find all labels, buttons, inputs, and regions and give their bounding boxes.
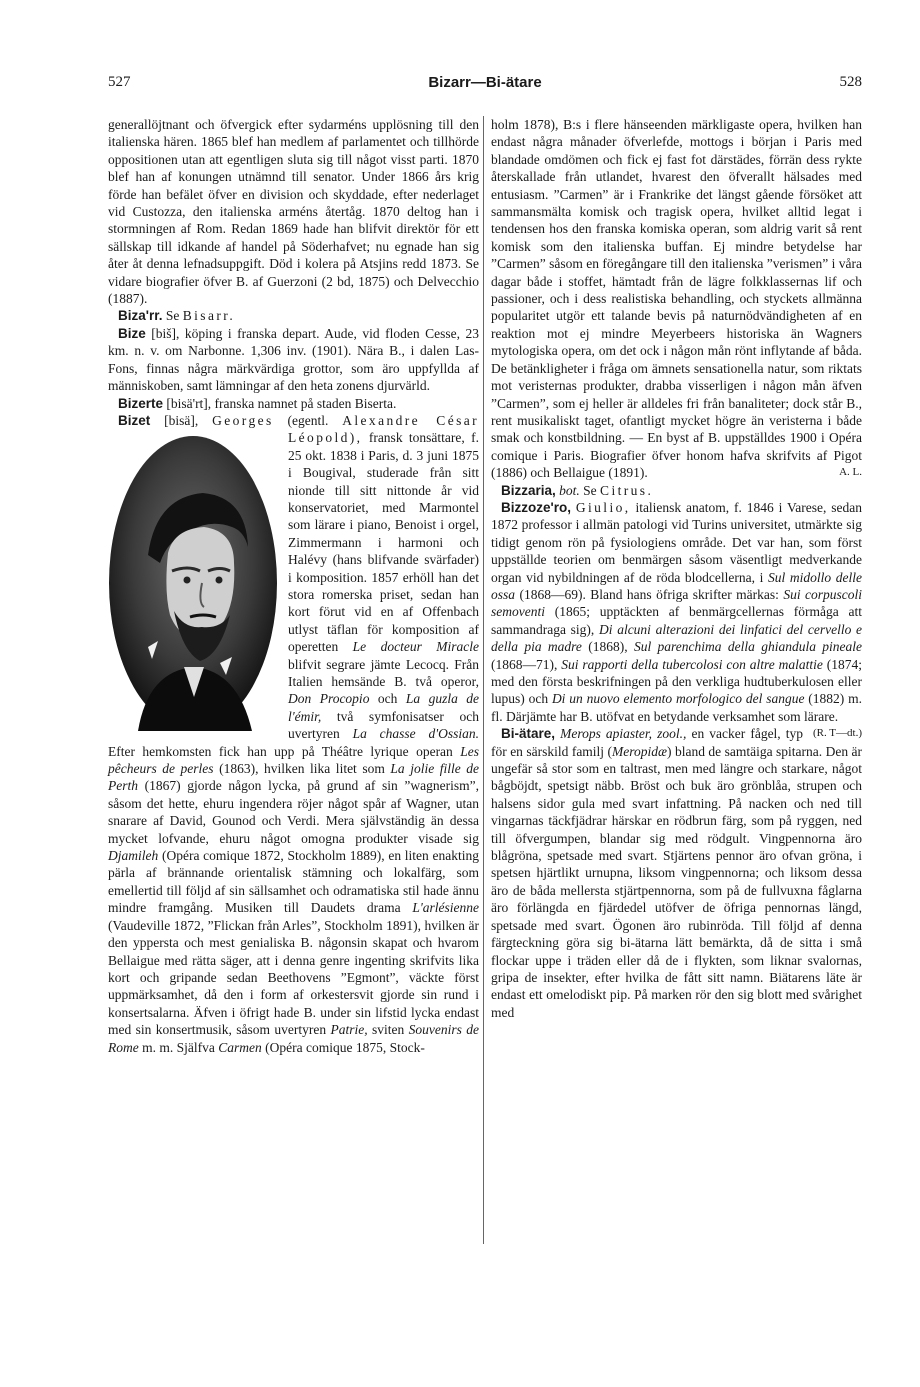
work-title: Carmen bbox=[218, 1039, 262, 1055]
entry-text: holm 1878), B:s i flere hänseenden märkligaste opera, hvilken han endast några månader öfverlefde, mottogs i början i Paris med blandade omdömen och fick ej fast fot därstädes, förrän dess rykte återskallade från utlandet, hvarest den öfverallt hälsades med entusiasm. ”Carmen” är i Frankrike det längst gående försöket att sammansmälta komisk och tragisk opera, hvilket alltid legat i tendensen hos den franska komiska operan, som aldrig varit så rent komisk som den italienska buffan. Ej mindre betydelse har ”Carmen” såsom en föregångare till den italienska ”verismen” i våra dagar både i stoffet, hämtadt från de lägre folkklassernas lif och passioner, och i dess realistiska behandling, och styckets allmänna popularitet utgör ett talande bevis på naturnödvändigheten af en reaktion mot ej mindre Meyerbeers historiska än Wagners mytologiska opera, om det ock i någon mån rönt inflytande af båda. De betänkligheter i fråga om ämnets sensationella natur, som riktats mot veristernas produkter, drabba visserligen i någon mån äfven ”Carmen”, som ej heller är alldeles fri från banaliteter; dock står B., rent musikaliskt taget, ofantligt mycket högre än veristerna i både smak och konstbildning. — En byst af B. uppställdes 1900 i Opéra comique i Paris. Biografier öfver honom hafva skrifvits af Pigot (1886) och Bellaigue (1891). bbox=[491, 117, 862, 481]
work-title: Le docteur Miracle bbox=[352, 639, 479, 655]
work-title: Les pêcheurs de perles bbox=[108, 743, 480, 777]
headword-bizerte: Bizerte bbox=[118, 395, 164, 411]
headword-bize: Bize bbox=[118, 325, 146, 341]
entry-text: (1882) m. fl. Därjämte har B. utöfvat en betydande verksamhet som lärare. bbox=[491, 691, 862, 724]
work-title: Djamileh bbox=[108, 848, 159, 864]
work-title: Sul parenchima della ghiandula pineale bbox=[633, 639, 863, 655]
family-name: Meropidæ bbox=[612, 743, 668, 759]
cross-reference: Citrus. bbox=[600, 482, 654, 498]
work-title: L'arlésienne bbox=[412, 900, 480, 916]
entry-text: fransk tonsättare, f. 25 okt. 1838 i Paris, d. 3 juni 1875 i Bougival, studerade från sitt nionde till sitt nittonde år vid konservatoriet, med Marmontel som lärare i piano, Benoist i orgel, Zimmermann i harmoni och Halévy (hans blifvande svärfader) i komposition. 1857 erhöll han det stora romerska priset, sedan han kort förut vid en af Offenbach utlyst täflan för komposition af operetten bbox=[288, 430, 479, 655]
pronunciation: [bisä], bbox=[164, 412, 199, 428]
entry-text: (1868—71), bbox=[491, 656, 558, 672]
page-header bbox=[108, 74, 862, 94]
entry-bizerte bbox=[108, 395, 479, 412]
work-title: Di alcuni alterazioni dei linfatici del cervello e della pia madre bbox=[491, 621, 863, 655]
headword-bizet: Bizet bbox=[118, 412, 151, 428]
entry-bi-atare bbox=[491, 725, 862, 1021]
portrait-image bbox=[108, 435, 278, 731]
entry-text: en vacker fågel, typ för en särskild familj ( bbox=[491, 726, 804, 759]
page-number-left: 527 bbox=[108, 74, 131, 90]
entry-text: ) bland de samtäiga spitarna. Den är ungefär så stor som en taltrast, men med längre och starkare, något bågböjdt, spetsigt näbb. Bröst och buk äro grönblåa, strupen och halsens sidor gula med svart infattning. På nacken och ned till vingarnas täckfjädrar härskar en rödbrun färg, som på ryggen, ned till öfvergumpen, blandar sig med rödgult. Vingpennorna äro blågröna, spetsade med svart. Stjärtens pennor äro ofvan gröna, i spetsen hjärtlikt urnupna, liksom vingpennorna; och liksom dessa äro de båda mellersta stjärtpennorna, som på de fullvuxna fåglarna äro förlängda en fjärdedel utöfver de öfriga pennornas längd, spetsade med svart. Ögonen äro rubinröda. Till följd af denna färgteckning göra sig bi-ätarna lätt bemärkta, då de sitta i små flockar uppe i träden eller då de i flykten, som liknar svalornas, gripa de insekter, efter hvilka de fått sitt namn. Biätarens läte är endast ett omelodiskt pip. På marken rör den sig blott med svårighet med bbox=[491, 743, 862, 1020]
cross-reference: Bisarr. bbox=[182, 308, 236, 324]
work-title: Sul midollo delle ossa bbox=[491, 569, 862, 602]
entry-bizarr bbox=[108, 307, 479, 324]
entry-text: (1868—69). Bland hans öfriga skrifter märkas: bbox=[519, 586, 779, 602]
species-name: Merops apiaster, zool., bbox=[560, 726, 687, 742]
work-title: La guzla de l'émir, bbox=[288, 691, 480, 724]
entry-text: [biš], köping i franska depart. Aude, vid floden Cesse, 23 km. n. v. om Narbonne. 1,306 inv. (1901). Nära B., i dalen Las-Fons, finnas några märkvärdiga grottor, som äro uppfyllda af människoben, samt lämningar af den heta zonens djurvärld. bbox=[108, 325, 480, 394]
entry-text: (egentl. bbox=[287, 412, 329, 428]
author-signature: (R. T—dt.) bbox=[813, 727, 862, 740]
entry-text: [bisä'rt], franska namnet på staden Biserta. bbox=[166, 395, 397, 411]
given-name: Giulio, bbox=[575, 499, 631, 515]
entry-text: (1863), hvilken lika litet som bbox=[219, 761, 385, 777]
page-number-right: 528 bbox=[839, 74, 862, 90]
headword-bizarr: Biza'rr. bbox=[118, 308, 163, 324]
entry-text: två symfonisatser och uvertyren bbox=[288, 708, 479, 742]
entry-text: (1867) gjorde någon lycka, på grund af sin ”wagnerism”, såsom det hette, ehuru ingendera röjer något spår af Wagner, utan snarare af David, Gounod och Verdi. Mera självständig än dessa mycket lofvande, ehuru något omogna produkter visade sig bbox=[108, 778, 480, 846]
entry-text: m. m. Själfva bbox=[142, 1039, 215, 1055]
subject-label: bot. bbox=[559, 482, 580, 498]
work-title: Sui corpuscoli semoventi bbox=[491, 586, 863, 620]
work-title: Souvenirs de Rome bbox=[108, 1022, 480, 1055]
see-label: Se bbox=[165, 308, 180, 324]
author-signature: A. L. bbox=[839, 466, 862, 479]
headword-bizzaria: Bizzaria, bbox=[501, 482, 556, 498]
running-title: Bizarr—Bi-ätare bbox=[428, 74, 542, 91]
work-title: Sui rapporti della tubercolosi con altre malattie bbox=[561, 656, 823, 672]
entry-bize bbox=[108, 325, 479, 395]
bizet-portrait-icon bbox=[108, 435, 278, 731]
work-title: Di un nuovo elemento morfologico del sangue bbox=[551, 691, 805, 707]
entry-continuation: generallöjtnant och öfvergick efter sydarméns upplösning till den italienska hären. 1865 blef han medlem af parlamentet och tillhörde oppositionen utan att egentligen sluta sig till något visst parti. 1870 blef han af konungen utnämnd till senator. Under 1866 års krig förde han befälet öfver en division och skyddade, efter nederlaget vid Custozza, den italienska arméns återtåg. 1870 deltog han i stormningen af Rom. Redan 1869 hade han blifvit direktör för ett sällskap till idkande af handel på Söderhafvet; nu egnade han sig åter åt denna lefnadsuppgift. Död i kolera på Atsjins redd 1873. Se vidare biografier öfver B. af Guerzoni (2 bd, 1875) och Delvecchio (1887). bbox=[108, 117, 479, 307]
entry-text: (Vaudeville 1872, ”Flickan från Arles”, Stockholm 1891), hvilken är den yppersta och mest genialiska B. någonsin skapat och hvarom Bellaigue med rätta säger, att i denna genre ingenting skrifvits lika kort och gripande sedan Beethovens ”Egmont”, väckte först uppmärksamhet, då den i form af orkestersvit gjorde sin rund i konsertsalarna. Äfven i öfrigt hade B. under sin lifstid lycka endast med sin konsertmusik, såsom uvertyren bbox=[108, 917, 479, 1038]
work-title: Patrie, bbox=[330, 1022, 368, 1038]
work-title: Don Procopio bbox=[288, 691, 370, 707]
entry-text: (1868), bbox=[588, 639, 628, 655]
see-label: Se bbox=[583, 482, 597, 498]
entry-text: sviten bbox=[372, 1022, 405, 1038]
work-title: La chasse d'Ossian. bbox=[352, 726, 479, 742]
entry-bizzaria bbox=[491, 482, 862, 499]
left-column bbox=[108, 116, 479, 1056]
entry-text: italiensk anatom, f. 1846 i Varese, sedan 1872 professor i allmän patologi vid Turins universitet, utmärkte sig tidigt genom rön på fysiologiens område. Det var han, som först uppställde teorien om benmärgen såsom väsentligt medverkande organ vid nybildningen af de röda blodcellerna, i bbox=[491, 499, 863, 585]
right-column bbox=[491, 116, 862, 1021]
given-name: Georges bbox=[212, 412, 274, 428]
entry-bizet bbox=[108, 412, 479, 1056]
headword-bizzozero: Bizzoze'ro, bbox=[501, 499, 571, 515]
entry-bizet-continued bbox=[491, 116, 862, 482]
entry-text: och bbox=[377, 691, 398, 707]
entry-text: (Opéra comique 1872, Stockholm 1889), en liten enakting pärla af brännande orientalisk stämning och lokalfärg, som emellertid till följd af sin sällsamhet och odramatiska stil hade ännu mindre framgång. Musiken till Daudets drama bbox=[108, 848, 479, 916]
column-divider bbox=[483, 116, 484, 1244]
entry-text: blifvit segrare jämte Lecocq. Från Italien hemsände B. två operor, bbox=[288, 656, 479, 689]
headword-bi-atare: Bi-ätare, bbox=[501, 726, 556, 742]
entry-text: (Opéra comique 1875, Stock- bbox=[265, 1039, 425, 1055]
work-title: La jolie fille de Perth bbox=[108, 761, 480, 794]
entry-text: (1865; upptäckten af benmärgcellernas förmåga att sammandraga sig), bbox=[491, 604, 863, 637]
entry-text: (1874; med den första beskrifningen på den verkliga hudtuberkulosen eller lupus) och bbox=[491, 656, 863, 707]
full-name: Alexandre César Léopold), bbox=[288, 412, 480, 446]
entry-text: Efter hemkomsten fick han upp på Théâtre lyrique operan bbox=[108, 743, 453, 759]
